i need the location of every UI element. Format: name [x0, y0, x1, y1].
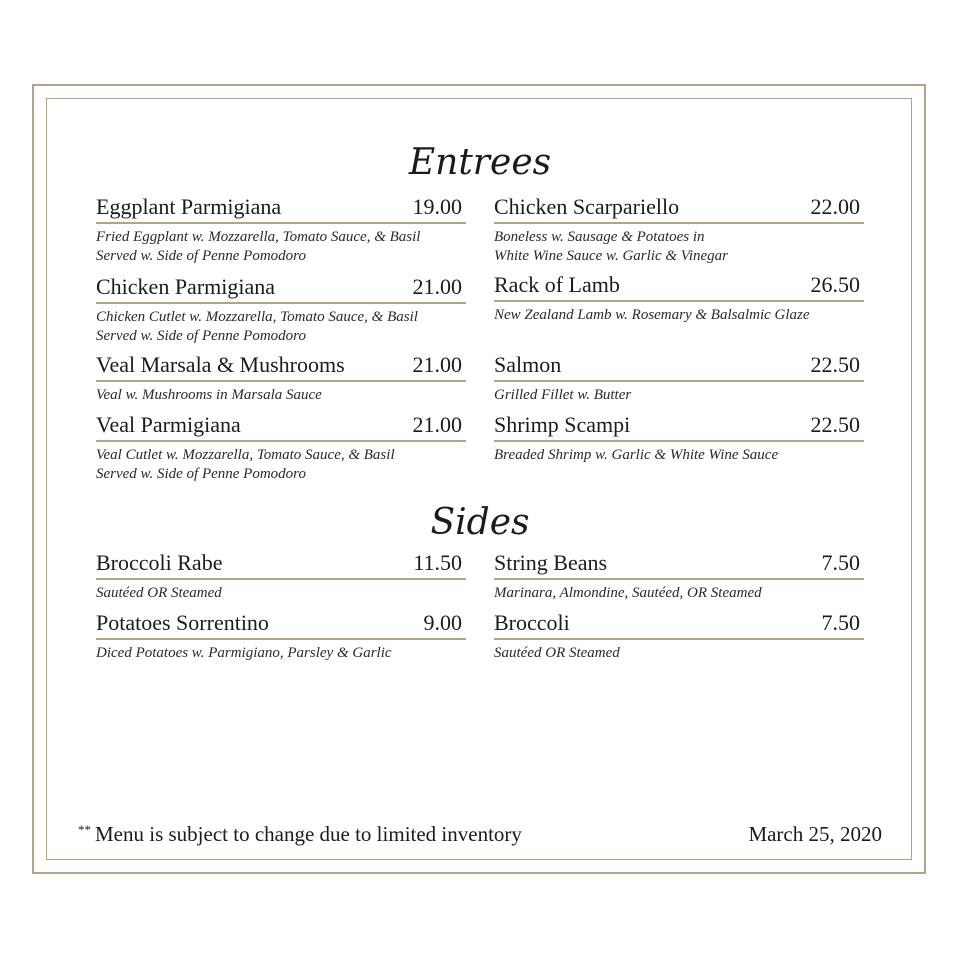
item-price: 26.50 [810, 272, 860, 297]
item-price: 9.00 [423, 610, 462, 635]
item-price: 7.50 [821, 550, 860, 575]
disclaimer-asterisks: ** [78, 822, 91, 837]
item-price: 7.50 [821, 610, 860, 635]
item-price: 21.00 [412, 412, 462, 437]
item-price: 21.00 [412, 352, 462, 377]
item-name: String Beans [494, 550, 608, 575]
item-description: Marinara, Almondine, Sautéed, OR Steamed [494, 585, 762, 601]
menu-item-chicken-scarpariello [494, 194, 864, 266]
menu-item-salmon [494, 352, 864, 405]
item-description: Veal w. Mushrooms in Marsala Sauce [96, 387, 322, 403]
menu-item-chicken-parmigiana [96, 274, 466, 346]
inventory-disclaimer [78, 822, 522, 847]
item-description: Chicken Cutlet w. Mozzarella, Tomato Sauce, & Basil Served w. Side of Penne Pomodoro [96, 309, 418, 344]
menu-item-broccoli [494, 610, 864, 663]
menu-item-shrimp-scampi [494, 412, 864, 465]
item-name: Broccoli Rabe [96, 550, 223, 575]
item-description: New Zealand Lamb w. Rosemary & Balsalmic Glaze [494, 307, 810, 323]
item-name: Salmon [494, 352, 562, 377]
item-name: Rack of Lamb [494, 272, 620, 297]
item-description: Grilled Fillet w. Butter [494, 387, 632, 403]
menu-item-string-beans [494, 550, 864, 603]
menu-item-veal-parmigiana [96, 412, 466, 484]
item-name: Veal Parmigiana [96, 412, 241, 437]
item-description: Sautéed OR Steamed [494, 645, 620, 661]
item-name: Broccoli [494, 610, 570, 635]
item-name: Chicken Scarpariello [494, 194, 680, 219]
item-description: Sautéed OR Steamed [96, 585, 222, 601]
item-price: 22.00 [810, 194, 860, 219]
menu-item-rack-of-lamb [494, 272, 864, 325]
item-price: 22.50 [810, 352, 860, 377]
item-price: 11.50 [413, 550, 462, 575]
menu-date: March 25, 2020 [748, 822, 882, 846]
menu-item-eggplant-parmigiana [96, 194, 466, 266]
menu-item-potatoes-sorrentino [96, 610, 466, 663]
item-name: Eggplant Parmigiana [96, 194, 282, 219]
item-name: Chicken Parmigiana [96, 274, 276, 299]
item-description: Veal Cutlet w. Mozzarella, Tomato Sauce, & Basil Served w. Side of Penne Pomodoro [96, 447, 395, 482]
entrees-title: Entrees [408, 142, 552, 183]
item-description: Diced Potatoes w. Parmigiano, Parsley & Garlic [96, 645, 392, 661]
item-description: Boneless w. Sausage & Potatoes in White Wine Sauce w. Garlic & Vinegar [494, 229, 728, 264]
item-description: Fried Eggplant w. Mozzarella, Tomato Sauce, & Basil Served w. Side of Penne Pomodoro [96, 229, 421, 264]
item-name: Potatoes Sorrentino [96, 610, 269, 635]
menu-item-veal-marsala [96, 352, 466, 405]
menu-item-broccoli-rabe [96, 550, 466, 603]
item-price: 21.00 [412, 274, 462, 299]
item-name: Veal Marsala & Mushrooms [96, 352, 345, 377]
sides-title: Sides [430, 502, 530, 543]
item-price: 19.00 [412, 194, 462, 219]
item-description: Breaded Shrimp w. Garlic & White Wine Sauce [494, 447, 779, 463]
disclaimer-text: Menu is subject to change due to limited inventory [95, 822, 522, 846]
item-price: 22.50 [810, 412, 860, 437]
item-name: Shrimp Scampi [494, 412, 631, 437]
